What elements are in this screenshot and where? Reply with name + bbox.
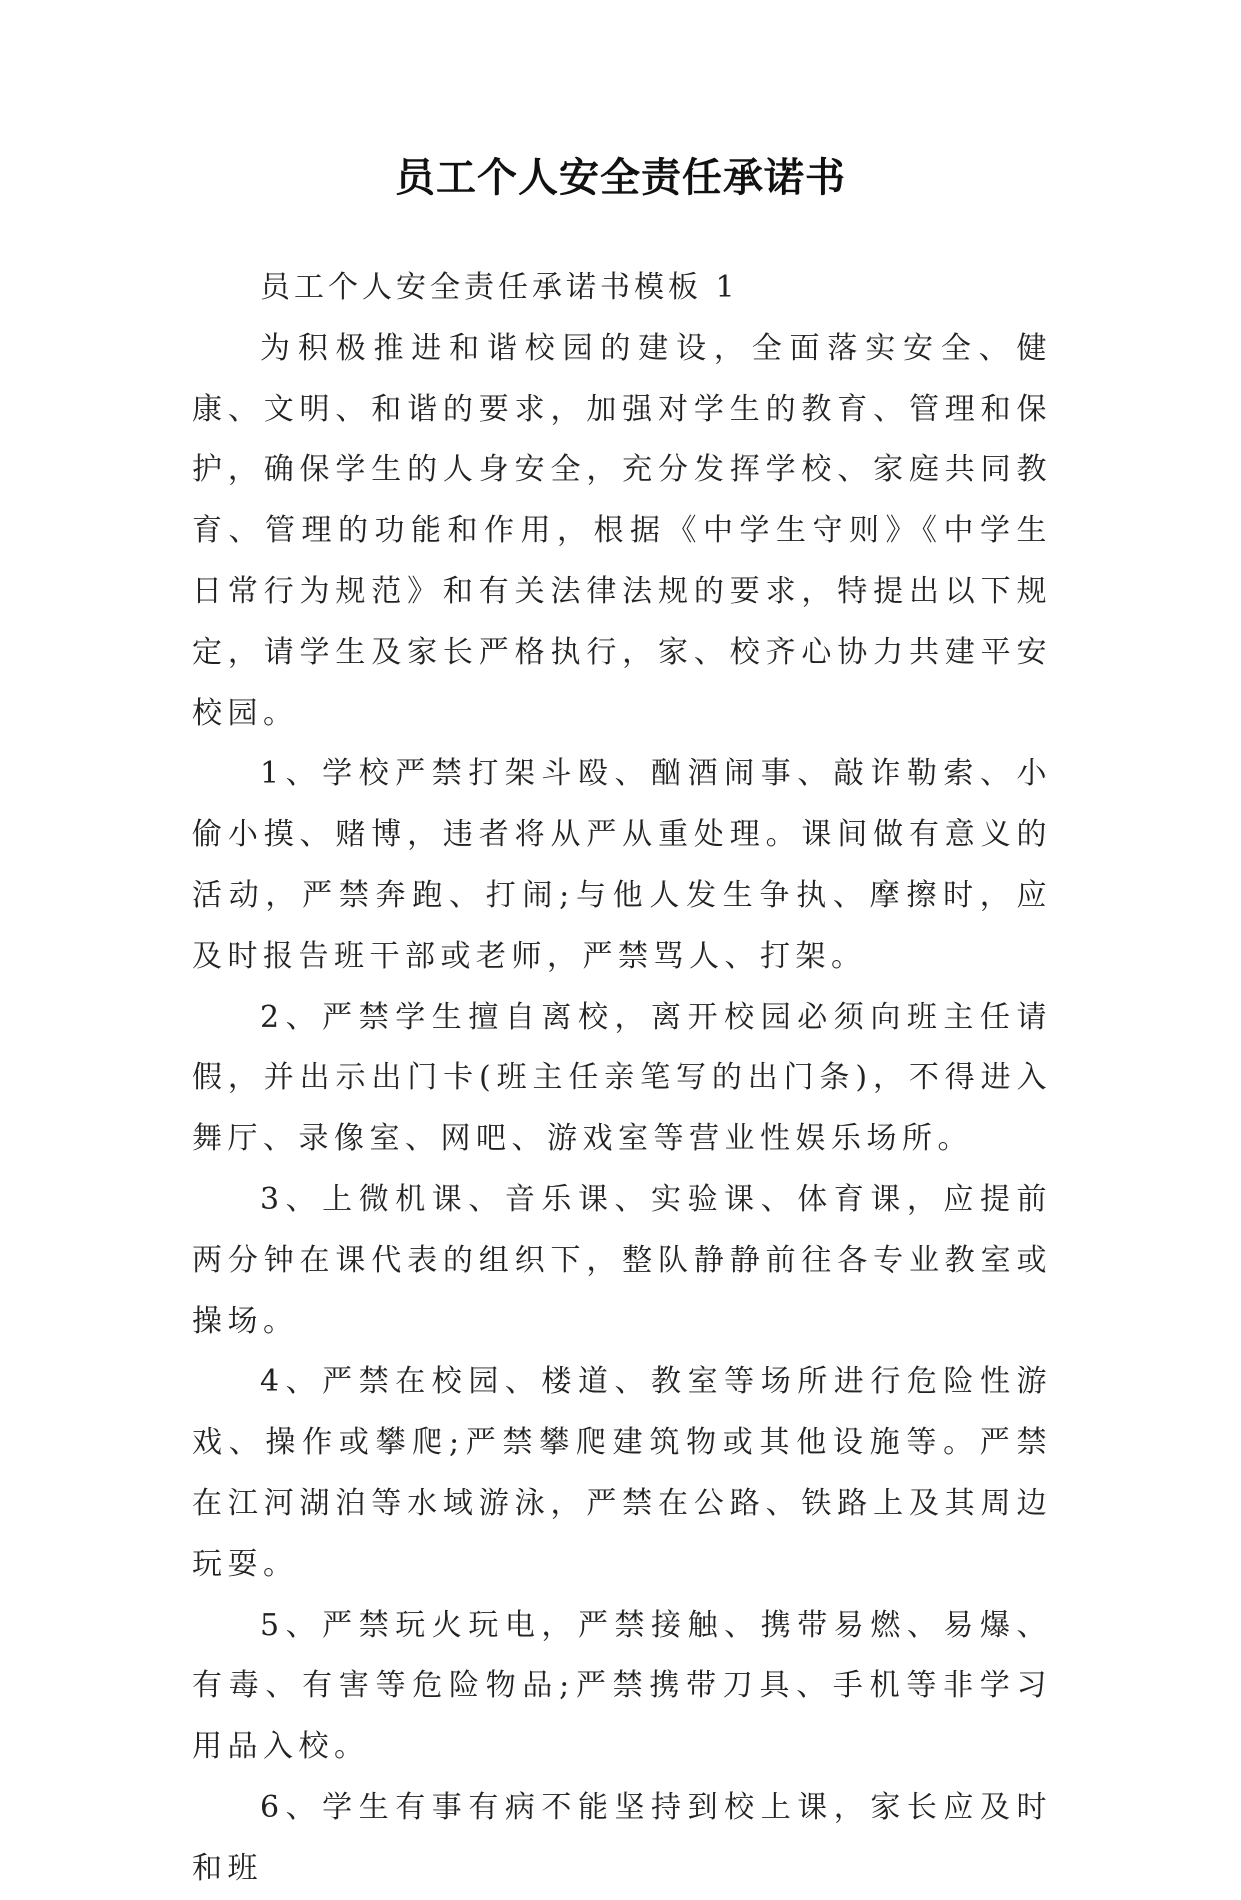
rule-paragraph-5: 5、严禁玩火玩电，严禁接触、携带易燃、易爆、有毒、有害等危险物品;严禁携带刀具、手机等非学习用品入校。 <box>192 1607 1052 1765</box>
rule-paragraph-4: 4、严禁在校园、楼道、教室等场所进行危险性游戏、操作或攀爬;严禁攀爬建筑物或其他设施等。严禁在江河湖泊等水域游泳，严禁在公路、铁路上及其周边玩耍。 <box>192 1364 1052 1582</box>
document-title: 员工个人安全责任承诺书 <box>395 155 846 201</box>
document-subtitle: 员工个人安全责任承诺书模板 1 <box>260 270 739 305</box>
rule-paragraph-3: 3、上微机课、音乐课、实验课、体育课，应提前两分钟在课代表的组织下，整队静静前往各专业教室或操场。 <box>192 1181 1052 1339</box>
rule-paragraph-6: 6、学生有事有病不能坚持到校上课，家长应及时和班 <box>192 1789 1052 1886</box>
intro-paragraph: 为积极推进和谐校园的建设，全面落实安全、健康、文明、和谐的要求，加强对学生的教育、管理和保护，确保学生的人身安全，充分发挥学校、家庭共同教育、管理的功能和作用，根据《中学生守则》《中学生日常行为规范》和有关法律法规的要求，特提出以下规定，请学生及家长严格执行，家、校齐心协力共建平安校园。 <box>192 330 1052 731</box>
rule-paragraph-1: 1、学校严禁打架斗殴、酗酒闹事、敲诈勒索、小偷小摸、赌博，违者将从严从重处理。课间做有意义的活动，严禁奔跑、打闹;与他人发生争执、摩擦时，应及时报告班干部或老师，严禁骂人、打架。 <box>192 756 1052 974</box>
document-body <box>192 258 1052 1900</box>
rule-paragraph-2: 2、严禁学生擅自离校，离开校园必须向班主任请假，并出示出门卡(班主任亲笔写的出门条)，不得进入舞厅、录像室、网吧、游戏室等营业性娱乐场所。 <box>192 999 1052 1157</box>
